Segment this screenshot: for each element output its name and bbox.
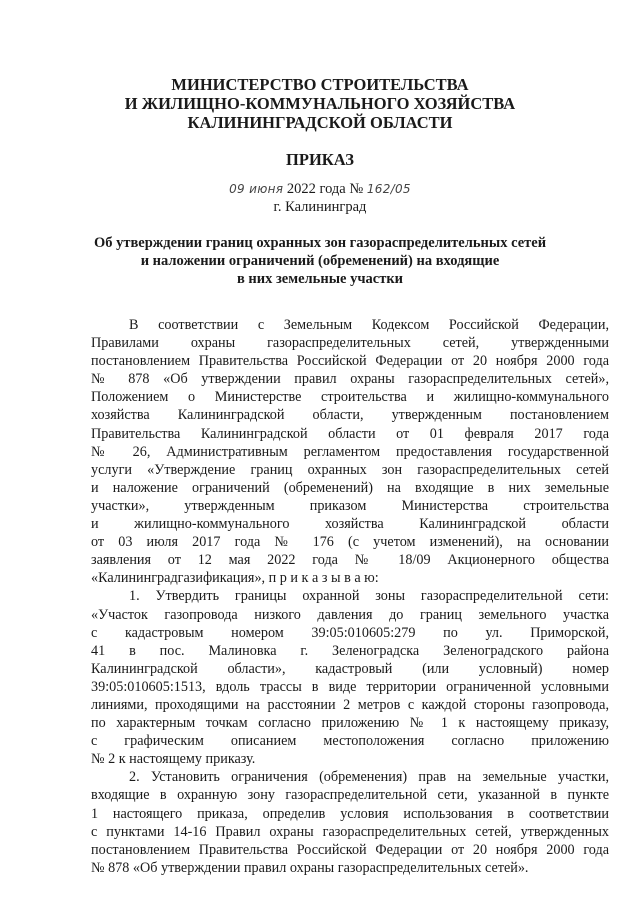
body-line: заявления от 12 мая 2022 года № 18/09 Акционерного общества	[91, 552, 609, 569]
body-line: и наложение ограничений (обременений) на входящие в них земельные	[91, 479, 609, 496]
order-body-text	[91, 316, 609, 877]
body-line: В соответствии с Земельным Кодексом Российской Федерации,	[129, 317, 609, 333]
body-line: с пунктами 14-16 Правил охраны газораспределительных сетей, утвержденных	[91, 823, 609, 840]
ministry-name-line-1: МИНИСТЕРСТВО СТРОИТЕЛЬСТВА	[171, 75, 469, 94]
subject-line-1: Об утверждении границ охранных зон газораспределительных сетей	[93, 235, 547, 251]
order-title: ПРИКАЗ	[286, 150, 354, 169]
body-line: № 878 «Об утверждении правил охраны газораспределительных сетей»,	[91, 371, 609, 388]
body-line: и жилищно-коммунального хозяйства Калининградской области	[91, 516, 609, 533]
ministry-name-line-2: И ЖИЛИЩНО-КОММУНАЛЬНОГО ХОЗЯЙСТВА	[124, 94, 516, 113]
body-line: 1 настоящего приказа, определив условия использования в соответствии	[91, 805, 609, 822]
body-line: услуги «Утверждение границ охранных зон газораспределительных сетей	[91, 461, 609, 478]
body-line: по характерным точкам согласно приложению № 1 к настоящему приказу,	[91, 715, 609, 732]
body-line: № 26, Административным регламентом предоставления государственной	[91, 443, 609, 460]
body-line: от 03 июля 2017 года № 176 (с учетом изменений), на основании	[91, 534, 609, 551]
order-date-line	[0, 181, 640, 198]
ministry-name-line-3: КАЛИНИНГРАДСКОЙ ОБЛАСТИ	[187, 113, 453, 132]
body-line: Правительства Калининградской области от 01 февраля 2017 года	[91, 425, 609, 442]
printed-year-number: 2022 года №	[286, 181, 364, 197]
body-line: «Калининградгазификация», п р и к а з ы в а ю:	[91, 570, 379, 587]
body-line: с графическим описанием местоположения согласно приложению	[91, 733, 609, 750]
body-line: 1. Утвердить границы охранной зоны газораспределительной сети:	[129, 588, 609, 605]
body-line: участки», утвержденным приказом Министерства строительства	[91, 497, 609, 514]
body-line: постановлением Правительства Российской Федерации от 20 ноября 2000 года	[91, 841, 609, 858]
subject-line-3: в них земельные участки	[236, 271, 404, 287]
body-line: № 2 к настоящему приказу.	[91, 751, 256, 768]
body-line: хозяйства Калининградской области, утвержденным постановлением	[91, 407, 609, 424]
body-line: 41 в пос. Малиновка г. Зеленоградска Зеленоградского района	[91, 642, 609, 659]
body-line: линиями, проходящими на расстоянии 2 метров с каждой стороны газопровода,	[91, 696, 609, 713]
handwritten-order-number: 162/05	[366, 182, 411, 196]
body-line: № 878 «Об утверждении правил охраны газораспределительных сетей».	[91, 859, 529, 876]
body-line: постановлением Правительства Российской Федерации от 20 ноября 2000 года	[91, 353, 609, 370]
body-line: Правилами охраны газораспределительных сетей, утвержденными	[91, 335, 609, 352]
body-line: «Участок газопровода низкого давления до границ земельного участка	[91, 606, 609, 623]
body-line: 39:05:010605:1513, вдоль трассы в виде территории ограниченной условными	[91, 678, 609, 695]
body-line: 2. Установить ограничения (обременения) прав на земельные участки,	[129, 769, 609, 786]
body-line: Положением о Министерстве строительства и жилищно-коммунального	[91, 389, 609, 406]
body-line: с кадастровым номером 39:05:010605:279 по ул. Приморской,	[91, 624, 609, 641]
subject-line-2: и наложении ограничений (обременений) на входящие	[140, 253, 500, 269]
body-line: входящие в охранную зону газораспределительной сети, указанной в пункте	[91, 787, 609, 804]
order-city: г. Калининград	[273, 199, 367, 215]
handwritten-date: 09 июня	[229, 182, 284, 196]
body-line: Калининградской области», кадастровый (или условный) номер	[91, 660, 609, 677]
